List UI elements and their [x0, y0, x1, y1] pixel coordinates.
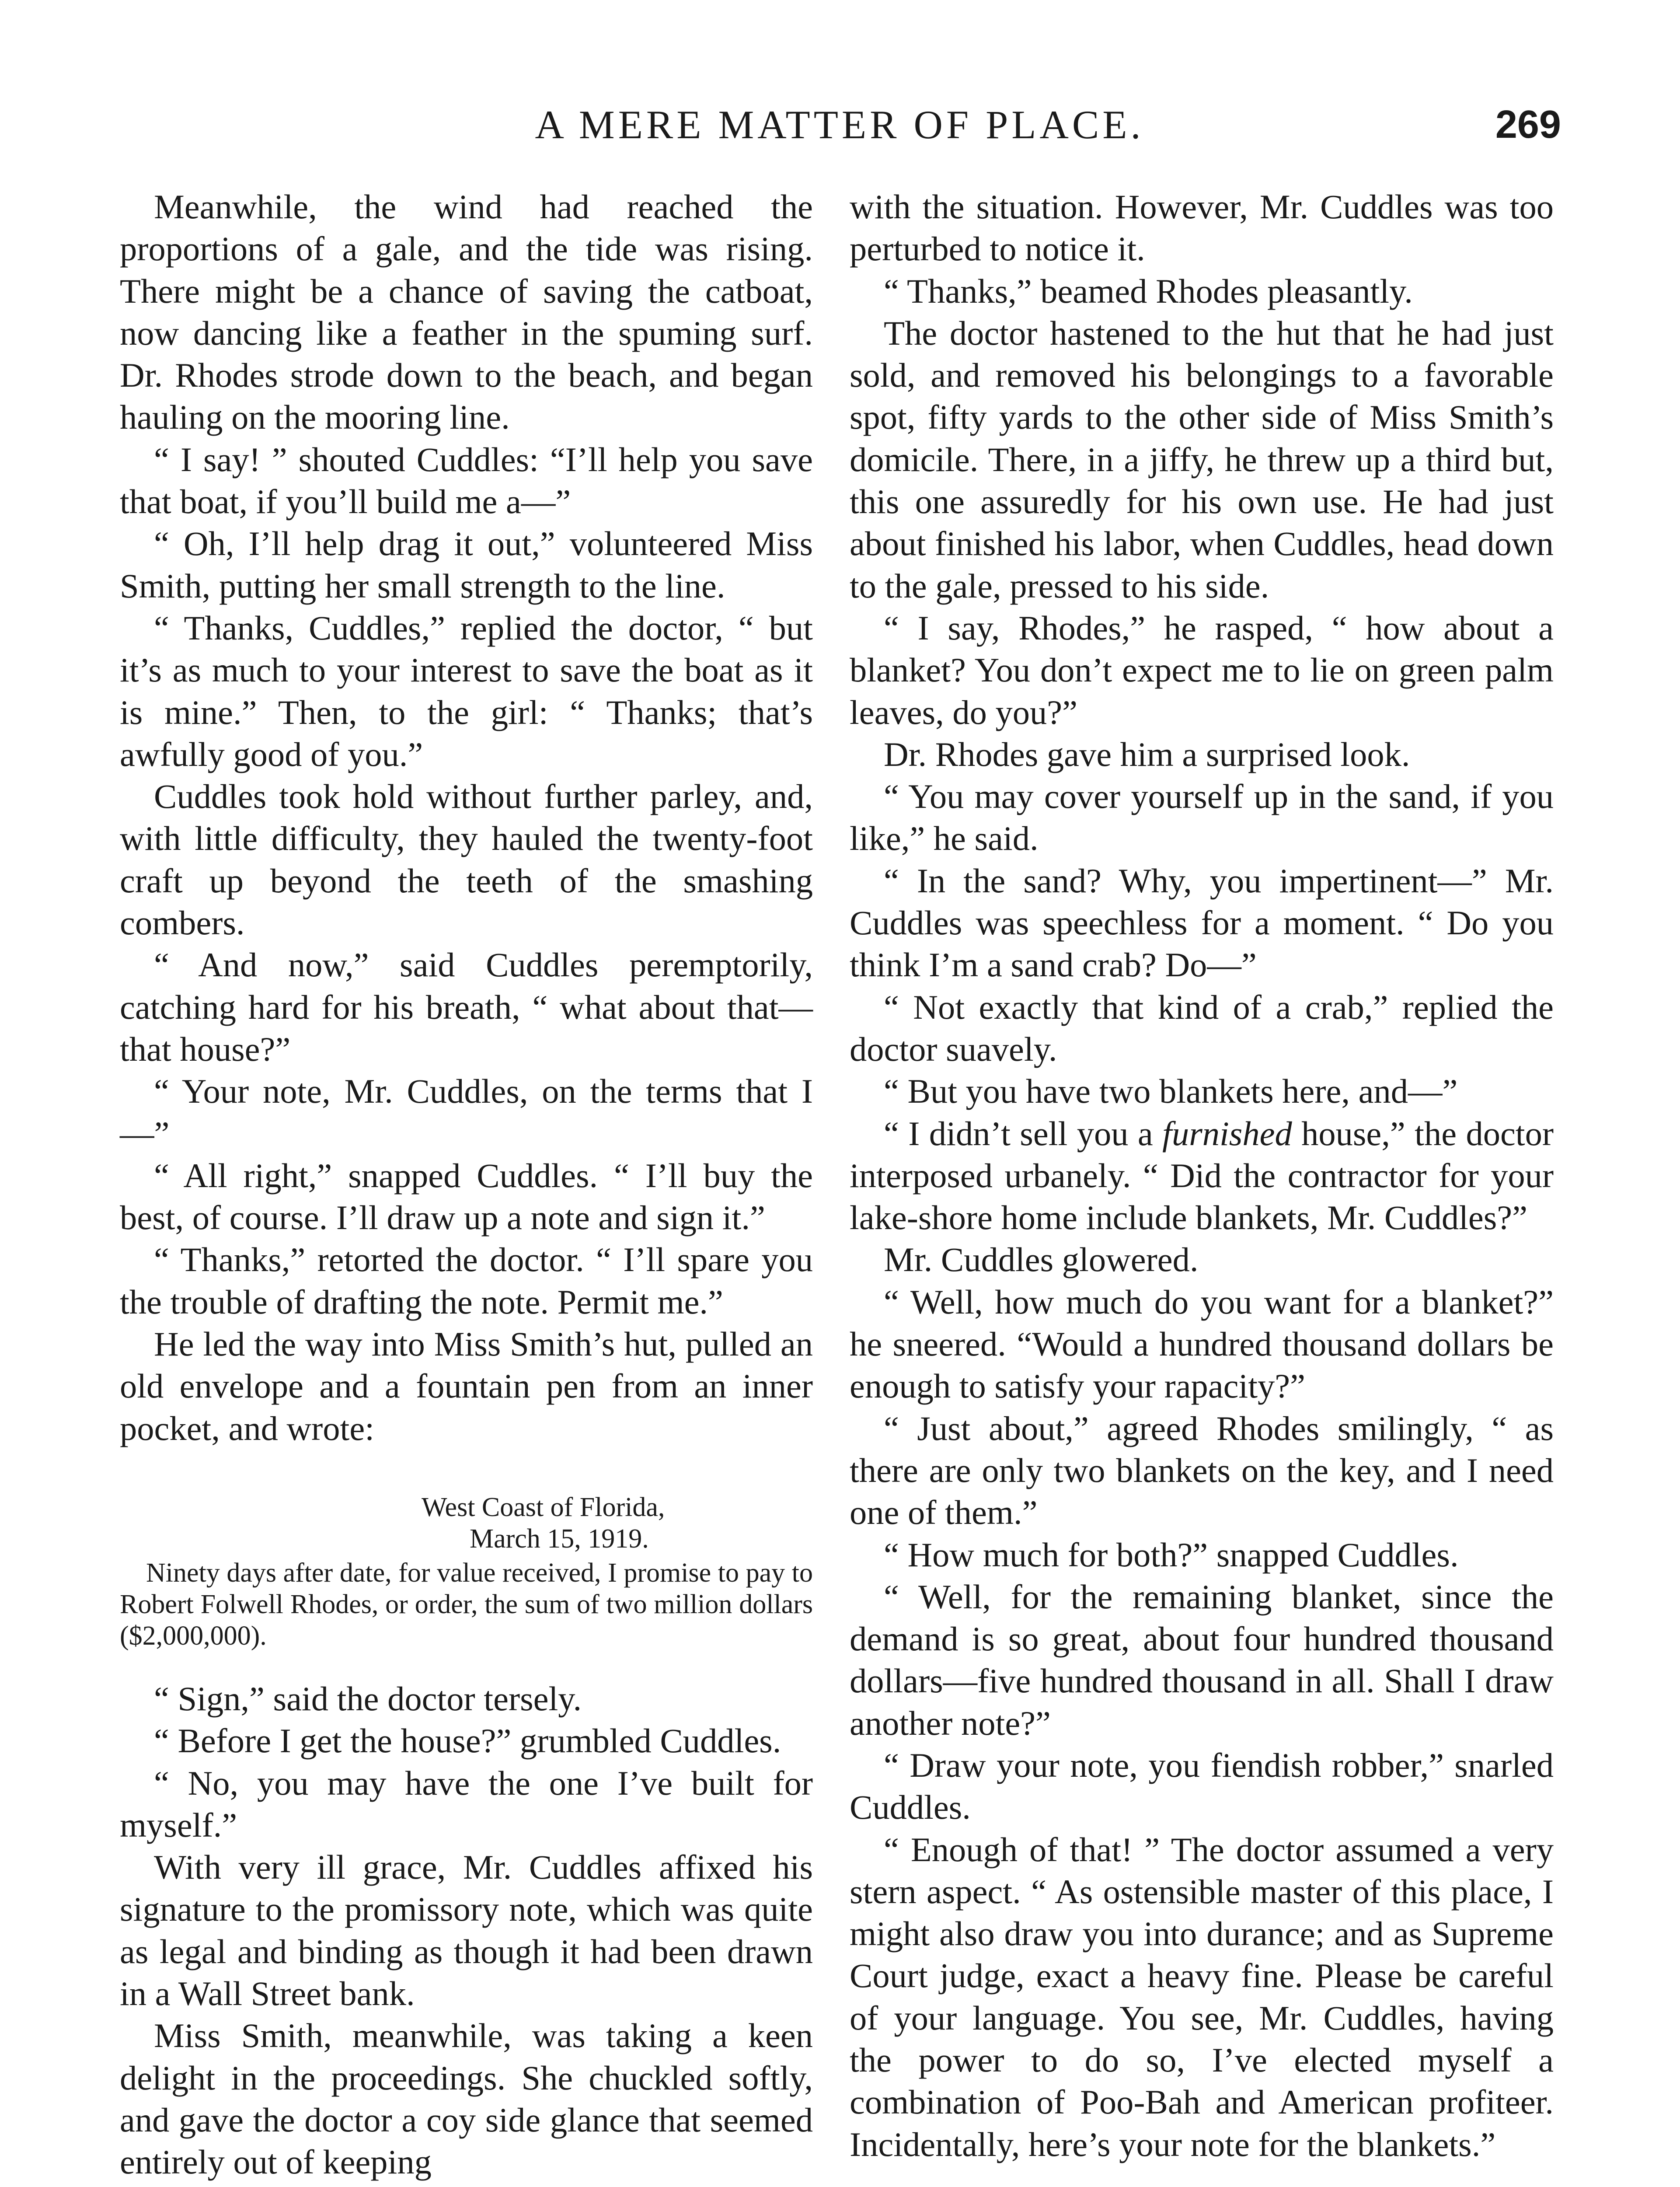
paragraph: “ Draw your note, you fiendish robber,” snarled Cuddles. [850, 1746, 1554, 1827]
paragraph: With very ill grace, Mr. Cuddles affixed his signature to the promissory note, which was quite as legal and binding as though it had been drawn in a Wall Street bank. [120, 1848, 813, 2012]
note-place: West Coast of Florida, [422, 1492, 665, 1522]
paragraph: “ Before I get the house?” grumbled Cuddles. [154, 1722, 781, 1760]
left-column [120, 186, 813, 2183]
paragraph: “ Enough of that! ” The doctor assumed a very stern aspect. “ As ostensible master of this place, I might also draw you into durance; and as Supreme Court judge, exact a heavy fine. Please be careful of your language. You see, Mr. Cuddles, having the power to do so, I’ve elected myself a combination of Poo-Bah and American profiteer. Incidentally, here’s your note for the blankets.” [850, 1830, 1554, 2163]
paragraph: “ All right,” snapped Cuddles. “ I’ll buy the best, of course. I’ll draw up a note and sign it.” [120, 1156, 813, 1237]
text-run: “ I didn’t sell you a [884, 1114, 1163, 1153]
paragraph: “ You may cover yourself up in the sand, if you like,” he said. [850, 777, 1554, 858]
text-run: house,” the doctor interposed urbanely. “ Did the contractor for your lake-shore home include blankets, Mr. Cuddles?” [850, 1114, 1554, 1237]
paragraph: “ No, you may have the one I’ve built for myself.” [120, 1764, 813, 1844]
paragraph: Dr. Rhodes gave him a surprised look. [884, 735, 1410, 773]
paragraph: “ In the sand? Why, you impertinent—” Mr. Cuddles was speechless for a moment. “ Do you think I’m a sand crab? Do—” [850, 861, 1554, 984]
paragraph: “ Your note, Mr. Cuddles, on the terms that I—” [120, 1072, 813, 1153]
paragraph: “ Well, for the remaining blanket, since the demand is so great, about four hundred thousand dollars—five hundred thousand in all. Shall I draw another note?” [850, 1577, 1554, 1742]
paragraph: “ But you have two blankets here, and—” [884, 1072, 1458, 1111]
paragraph: “ And now,” said Cuddles peremptorily, catching hard for his breath, “ what about that—that house?” [120, 946, 813, 1068]
page-number: 269 [1495, 103, 1561, 147]
right-column [850, 186, 1554, 2166]
paragraph: “ Just about,” agreed Rhodes smilingly, “ as there are only two blankets on the key, and I need one of them.” [850, 1409, 1554, 1532]
running-title: A MERE MATTER OF PLACE. [535, 102, 1144, 147]
paragraph: “ Sign,” said the doctor tersely. [154, 1679, 582, 1718]
paragraph: “ I say! ” shouted Cuddles: “I’ll help you save that boat, if you’ll build me a—” [120, 440, 813, 521]
paragraph: “ Thanks, Cuddles,” replied the doctor, “ but it’s as much to your interest to save the boat as it is mine.” Then, to the girl: “ Thanks; that’s awfully good of you.” [120, 608, 813, 773]
promissory-note [120, 1492, 813, 1652]
paragraph: Meanwhile, the wind had reached the proportions of a gale, and the tide was rising. There might be a chance of saving the catboat, now dancing like a feather in the spuming surf. Dr. Rhodes strode down to the beach, and began hauling on the mooring line. [120, 188, 813, 437]
paragraph: Miss Smith, meanwhile, was taking a keen delight in the proceedings. She chuckled softly, and gave the doctor a coy side glance that seemed entirely out of keeping [120, 2016, 813, 2181]
paragraph: “ I say, Rhodes,” he rasped, “ how about a blanket? You don’t expect me to lie on green palm leaves, do you?” [850, 608, 1554, 731]
note-date: March 15, 1919. [470, 1523, 649, 1554]
emphasis: furnished [1162, 1114, 1292, 1153]
paragraph: He led the way into Miss Smith’s hut, pulled an old envelope and a fountain pen from an inner pocket, and wrote: [120, 1325, 813, 1447]
paragraph [850, 1113, 1554, 1239]
paragraph: Cuddles took hold without further parley, and, with little difficulty, they hauled the twenty-foot craft up beyond the teeth of the smashing combers. [120, 777, 813, 942]
paragraph: “ Oh, I’ll help drag it out,” volunteered Miss Smith, putting her small strength to the line. [120, 524, 813, 605]
paragraph: “ Thanks,” retorted the doctor. “ I’ll spare you the trouble of drafting the note. Permit me.” [120, 1240, 813, 1321]
paragraph: “ Well, how much do you want for a blanket?” he sneered. “Would a hundred thousand dollars be enough to satisfy your rapacity?” [850, 1282, 1554, 1405]
paragraph: with the situation. However, Mr. Cuddles was too perturbed to notice it. [850, 188, 1554, 268]
paragraph: Mr. Cuddles glowered. [884, 1240, 1199, 1279]
running-head [118, 98, 1561, 151]
note-body: Ninety days after date, for value received, I promise to pay to Robert Folwell Rhodes, or order, the sum of two million dollars ($2,000,000). [120, 1558, 813, 1651]
paragraph: The doctor hastened to the hut that he had just sold, and removed his belongings to a favorable spot, fifty yards to the other side of Miss Smith’s domicile. There, in a jiffy, he threw up a third but, this one assuredly for his own use. He had just about finished his labor, when Cuddles, head down to the gale, pressed to his side. [850, 314, 1554, 605]
paragraph: “ Thanks,” beamed Rhodes pleasantly. [884, 272, 1413, 310]
paragraph: “ How much for both?” snapped Cuddles. [884, 1535, 1459, 1574]
paragraph: “ Not exactly that kind of a crab,” replied the doctor suavely. [850, 988, 1554, 1068]
